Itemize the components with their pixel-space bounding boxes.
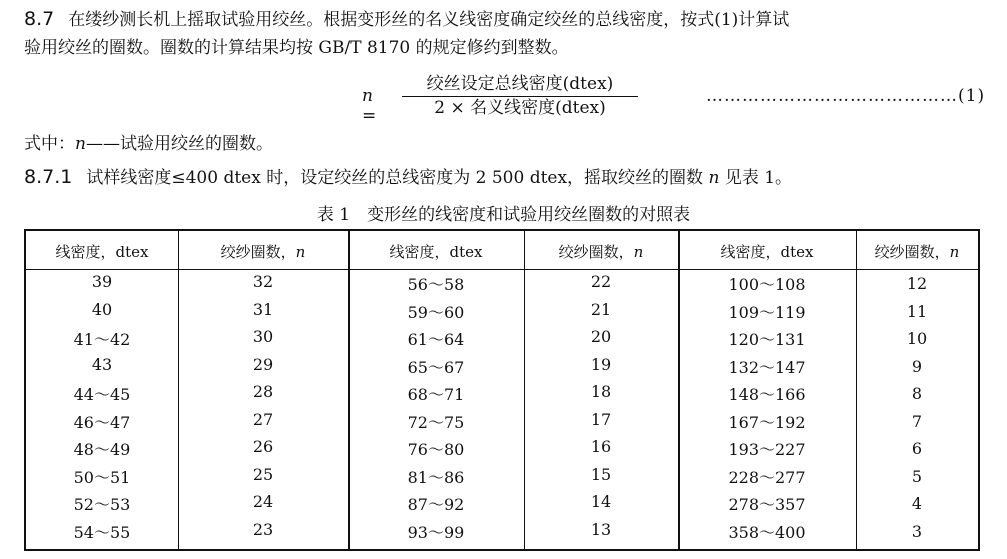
cell-density: 358～400 — [728, 522, 806, 542]
paragraph-text-1: 在缕纱测长机上摇取试验用绞丝。根据变形丝的名义线密度确定绞丝的总线密度，按式(1)计算试 — [68, 10, 790, 30]
cell-density: 87～92 — [407, 495, 465, 514]
cell-density: 59～60 — [407, 302, 465, 322]
cell-density: 93～99 — [407, 522, 465, 542]
header-turns: 绞纱圈数，n — [874, 243, 960, 261]
formula-numerator: 绞丝设定总线密度(dtex) — [426, 74, 614, 94]
formula-lhs: n = — [362, 86, 377, 126]
cell-density: 109～119 — [728, 302, 806, 322]
cell-density: 193～227 — [728, 440, 806, 459]
cell-turns: 17 — [590, 409, 612, 429]
cell-density: 61～64 — [407, 330, 465, 349]
header-turns: 绞纱圈数，n — [558, 243, 644, 261]
cell-turns: 25 — [252, 464, 274, 484]
cell-turns: 30 — [252, 327, 274, 346]
cell-turns: 19 — [590, 354, 612, 374]
where-line: 式中：n——试验用绞丝的圈数。 — [24, 134, 273, 154]
cell-turns: 8 — [911, 384, 923, 403]
cell-turns: 23 — [252, 519, 274, 539]
cell-turns: 4 — [911, 494, 923, 513]
cell-turns: 15 — [590, 464, 612, 484]
cell-density: 100～108 — [728, 275, 806, 294]
cell-turns: 7 — [911, 411, 923, 431]
cell-density: 44～45 — [73, 385, 131, 404]
cell-density: 46～47 — [73, 412, 131, 432]
header-density: 线密度，dtex — [720, 243, 814, 261]
cell-density: 54～55 — [73, 522, 131, 542]
cell-turns: 5 — [911, 466, 923, 486]
cell-density: 50～51 — [73, 467, 131, 487]
cell-turns: 14 — [590, 492, 612, 511]
cell-density: 48～49 — [73, 440, 131, 459]
cell-density: 120～131 — [728, 330, 806, 349]
cell-turns: 11 — [906, 301, 928, 321]
cell-turns: 10 — [906, 329, 928, 348]
data-table — [24, 229, 980, 551]
cell-turns: 24 — [252, 492, 274, 511]
cell-density: 52～53 — [73, 495, 131, 514]
header-density: 线密度，dtex — [389, 243, 483, 261]
cell-turns: 13 — [590, 519, 612, 539]
cell-turns: 32 — [252, 272, 274, 291]
cell-density: 40 — [91, 299, 113, 319]
paragraph-line-2 — [24, 37, 569, 59]
header-divider — [26, 269, 978, 270]
cell-density: 132～147 — [728, 357, 806, 377]
equation-number: ……………………………………(1) — [706, 86, 986, 106]
cell-turns: 16 — [590, 437, 612, 456]
cell-density: 148～166 — [728, 385, 806, 404]
table-caption: 表 1 变形丝的线密度和试验用绞丝圈数的对照表 — [316, 205, 691, 225]
cell-density: 72～75 — [407, 412, 465, 432]
cell-turns: 21 — [590, 299, 612, 319]
cell-density: 81～86 — [407, 467, 465, 487]
cell-density: 39 — [91, 272, 113, 291]
cell-density: 43 — [91, 354, 113, 374]
cell-turns: 27 — [252, 409, 274, 429]
cell-density: 76～80 — [407, 440, 465, 459]
formula-fraction — [402, 74, 638, 119]
cell-turns: 6 — [911, 439, 923, 458]
formula-denominator: 2 × 名义线密度(dtex) — [434, 98, 606, 118]
header-turns: 绞纱圈数，n — [220, 243, 306, 261]
section-number: 8.7 — [24, 8, 55, 30]
subsection-line: 8.7.1 试样线密度≤400 dtex 时，设定绞丝的总线密度为 2 500 dtex，摇取绞丝的圈数 n 见表 1。 — [24, 166, 793, 188]
where-variable: n — [75, 134, 86, 154]
cell-turns: 9 — [911, 356, 923, 376]
cell-density: 41～42 — [73, 330, 131, 349]
cell-turns: 22 — [590, 272, 612, 291]
cell-density: 65～67 — [407, 357, 465, 377]
cell-turns: 18 — [590, 382, 612, 401]
paragraph-line-1 — [24, 8, 789, 31]
cell-turns: 12 — [906, 274, 928, 293]
cell-density: 56～58 — [407, 275, 465, 294]
cell-turns: 28 — [252, 382, 274, 401]
header-density: 线密度，dtex — [55, 243, 149, 261]
cell-turns: 26 — [252, 437, 274, 456]
cell-turns: 3 — [911, 521, 923, 541]
paragraph-text-2: 验用绞丝的圈数。圈数的计算结果均按 GB/T 8170 的规定修约到整数。 — [24, 38, 569, 58]
cell-density: 228～277 — [728, 467, 806, 487]
cell-turns: 31 — [252, 299, 274, 319]
subsection-number: 8.7.1 — [24, 166, 73, 188]
cell-density: 68～71 — [407, 385, 465, 404]
cell-density: 167～192 — [728, 412, 806, 432]
cell-density: 278～357 — [728, 495, 806, 514]
cell-turns: 20 — [590, 327, 612, 346]
fraction-bar — [402, 96, 638, 97]
cell-turns: 29 — [252, 354, 274, 374]
